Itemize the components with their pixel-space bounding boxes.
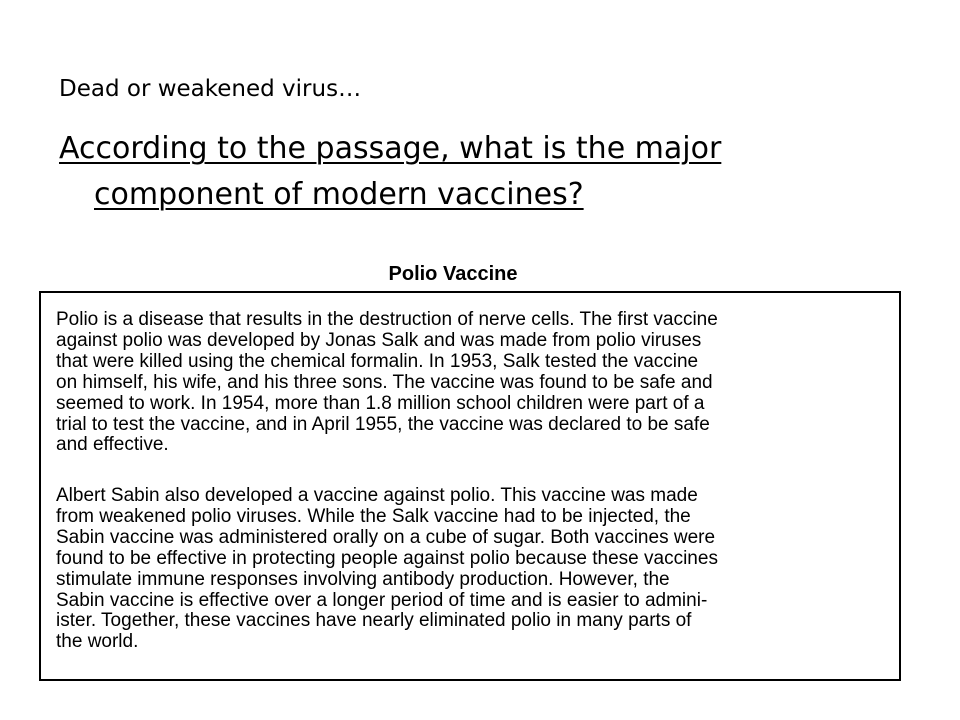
- question-line-text: component of modern vaccines?: [94, 177, 584, 212]
- passage-title: Polio Vaccine: [388, 263, 518, 285]
- question-heading: [59, 126, 879, 218]
- passage-line: Albert Sabin also developed a vaccine against polio. This vaccine was made: [56, 485, 698, 506]
- passage-line: Sabin vaccine is effective over a longer period of time and is easier to admini-: [56, 589, 708, 611]
- passage-line: ister. Together, these vaccines have nearly eliminated polio in many parts of: [56, 610, 692, 632]
- passage-line: on himself, his wife, and his three sons. The vaccine was found to be safe and: [56, 371, 713, 393]
- passage-line: from weakened polio viruses. While the Salk vaccine had to be injected, the: [56, 505, 691, 527]
- passage-line: Polio is a disease that results in the destruction of nerve cells. The first vaccine: [56, 309, 718, 330]
- passage-line: seemed to work. In 1954, more than 1.8 million school children were part of a: [56, 392, 705, 414]
- passage-line: Sabin vaccine was administered orally on a cube of sugar. Both vaccines were: [56, 526, 716, 548]
- passage-line: trial to test the vaccine, and in April 1955, the vaccine was declared to be safe: [56, 413, 710, 435]
- passage-line: against polio was developed by Jonas Salk and was made from polio viruses: [56, 329, 702, 351]
- question-line: [59, 172, 879, 218]
- passage-line: the world.: [56, 631, 139, 653]
- question-line-text: According to the passage, what is the major: [59, 131, 722, 166]
- passage-line: that were killed using the chemical formalin. In 1953, Salk tested the vaccine: [56, 350, 699, 372]
- passage-paragraph: [56, 486, 718, 653]
- passage-line: found to be effective in protecting people against polio because these vaccines: [56, 547, 718, 569]
- passage-line: and effective.: [56, 434, 169, 456]
- slide-subtitle: Dead or weakened virus…: [59, 76, 362, 102]
- passage-box: [39, 291, 901, 681]
- passage-paragraph: [56, 310, 718, 456]
- passage-line: stimulate immune responses involving antibody production. However, the: [56, 568, 670, 590]
- question-line: [59, 126, 879, 172]
